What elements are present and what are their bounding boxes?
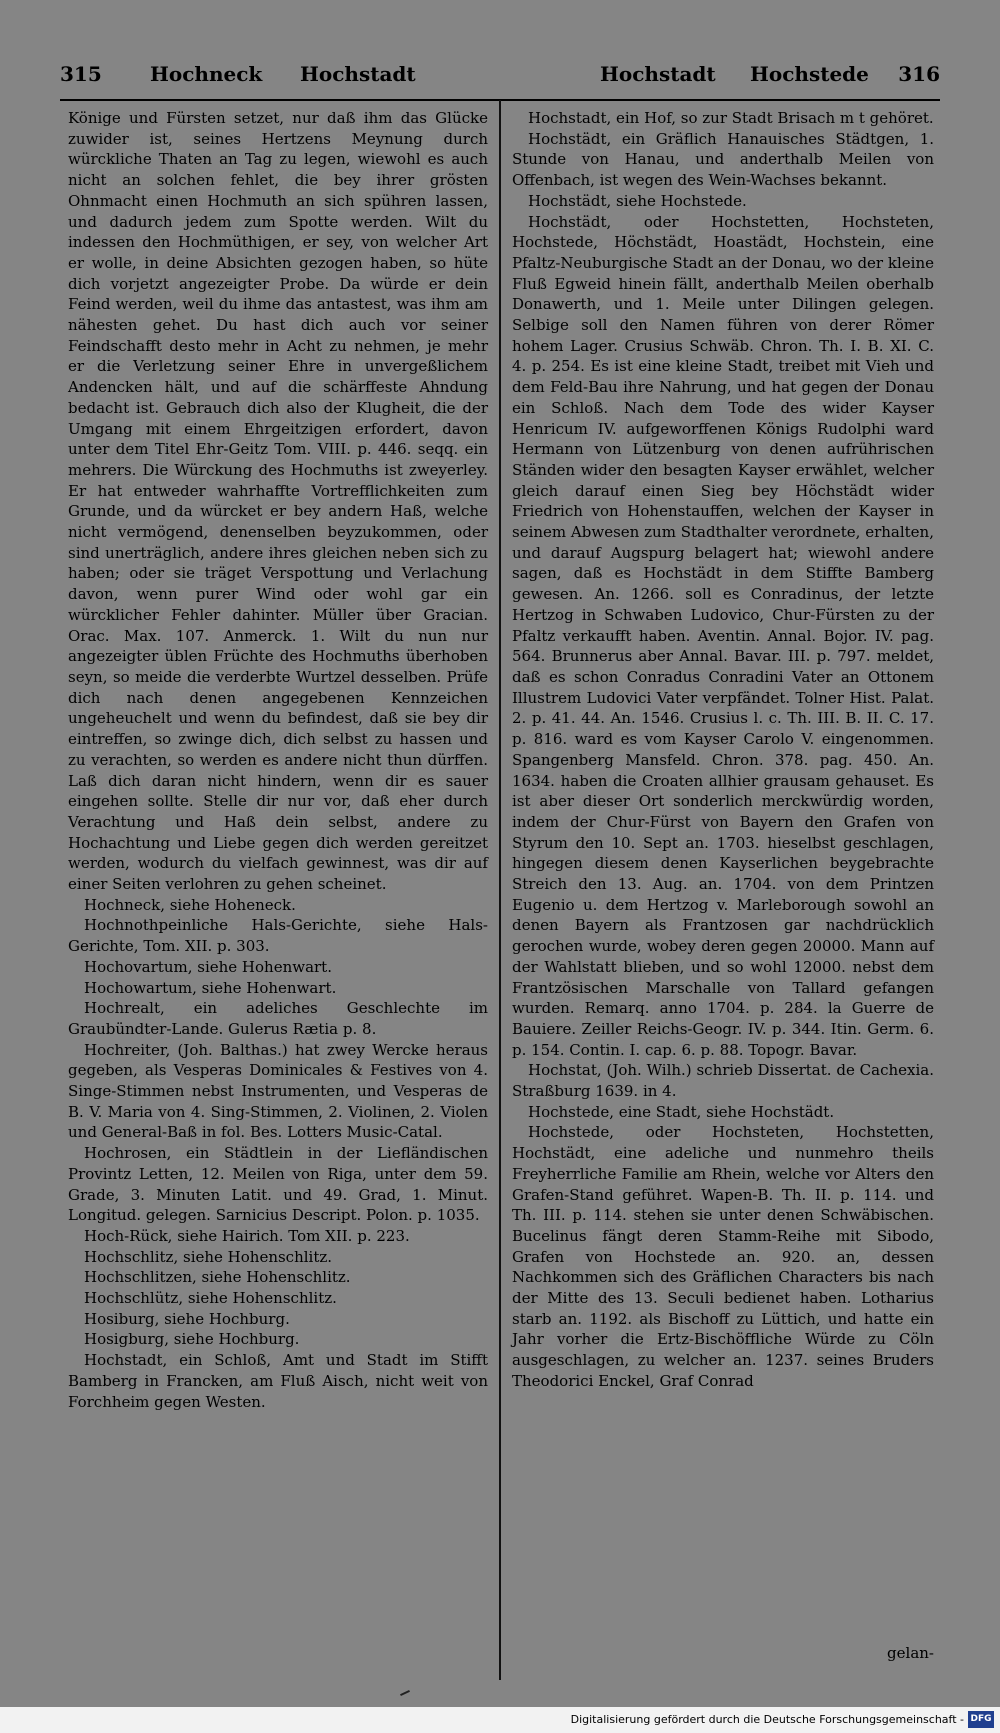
entry-paragraph: Hochstädt, ein Gräflich Hanauisches Städtgen, 1. Stunde von Hanau, und anderthalb Meilen von Offenbach, ist wegen des Wein-Wachses bekannt. (512, 129, 934, 190)
entry-paragraph: Hochstede, eine Stadt, siehe Hochstädt. (528, 1102, 835, 1121)
entry-paragraph: Hochstädt, oder Hochstetten, Hochsteten, Hochstede, Höchstädt, Hoastädt, Hochstein, eine Pfaltz-Neuburgische Stadt an der Donau, wo der kleine Fluß Egweid hinein fällt, anderthalb Meilen oberhalb Donawerth, und 1. Meile unter Dilingen gelegen. Selbige soll den Namen führen von derer Römer hohem Lager. Crusius Schwäb. Chron. Th. I. B. XI. C. 4. p. 254. Es ist eine kleine Stadt, treibet mit Vieh und dem Feld-Bau ihre Nahrung, und hat gegen der Donau ein Schloß. Nach dem Tode des wider Kayser Henricum IV. aufgeworffenen Königs Rudolphi ward Hermann von Lützenburg von denen aufrührischen Ständen wider den besagten Kayser erwählet, welcher gleich darauf einen Sieg bey Höchstädt wider Friedrich von Hohenstauffen, welchen der Kayser in seinem Abwesen zum Stadthalter verordnete, erhalten, und darauf Augspurg belagert hat; wiewohl andere sagen, daß es Hochstädt in dem Stiffte Bamberg gewesen. An. 1266. soll es Conradinus, der letzte Hertzog in Schwaben Ludovico, Chur-Fürsten zu der Pfaltz verkaufft haben. Aventin. Annal. Bojor. IV. pag. 564. Brunnerus aber Annal. Bavar. III. p. 797. meldet, daß es schon Conradus Conradini Vater an Ottonem Illustrem Ludovici Vater verpfändet. Tolner Hist. Palat. 2. p. 41. 44. An. 1546. Crusius l. c. Th. III. B. II. C. 17. p. 816. ward es vom Kayser Carolo V. eingenommen. Spangenberg Mansfeld. Chron. 378. pag. 450. An. 1634. haben die Croaten allhier grausam gehauset. Es ist aber dieser Ort sonderlich merckwürdig worden, indem der Chur-Fürst von Bayern den Grafen von Styrum den 10. Sept an. 1703. hieselbst geschlagen, hingegen diesem denen Kayserlichen beygebrachte Streich den 13. Aug. an. 1704. von dem Printzen Eugenio u. dem Hertzog v. Marleborough sowohl an denen Bayern als Frantzosen gar nachdrücklich gerochen wurde, wobey deren gegen 20000. Mann auf der Wahlstatt blieben, und so wohl 12000. nebst dem Frantzösischen Marschalle von Tallard gefangen wurden. Remarq. anno 1704. p. 284. la Guerre de Bauiere. Zeiller Reichs-Geogr. IV. p. 344. Itin. Germ. 6. p. 154. Contin. I. cap. 6. p. 88. Topogr. Bavar. (512, 212, 934, 1059)
entry-paragraph: Hoch-Rück, siehe Hairich. Tom XII. p. 223. (84, 1226, 410, 1245)
catchword: gelan- (887, 1644, 934, 1662)
header-keyword-left-2: Hochstadt (300, 62, 416, 86)
left-column (68, 108, 488, 1412)
footer-credit: Digitalisierung gefördert durch die Deutsche Forschungsgemeinschaft - (570, 1713, 964, 1726)
header-keyword-right-2: Hochstede (750, 62, 869, 86)
digitization-footer (0, 1707, 1000, 1733)
dfg-logo-icon: DFG (968, 1711, 994, 1728)
entry-paragraph: Hochrealt, ein adeliches Geschlechte im Graubündter-Lande. Gulerus Rætia p. 8. (68, 999, 488, 1038)
header-keyword-right-1: Hochstadt (600, 62, 716, 86)
right-column (512, 108, 934, 1392)
scan-mark (400, 1690, 410, 1696)
running-header (60, 62, 940, 96)
page-number-right: 316 (898, 62, 940, 86)
entry-paragraph: Hosiburg, siehe Hochburg. (84, 1309, 290, 1328)
page-number-left: 315 (60, 62, 102, 86)
entry-paragraph: Hosigburg, siehe Hochburg. (84, 1330, 300, 1349)
header-keyword-left-1: Hochneck (150, 62, 263, 86)
entry-paragraph: Hochschlitzen, siehe Hohenschlitz. (84, 1268, 351, 1287)
entry-paragraph: Hochstadt, ein Hof, so zur Stadt Brisach m t gehöret. (528, 109, 934, 127)
entry-paragraph: Hochrosen, ein Städtlein in der Liefländischen Provintz Letten, 12. Meilen von Riga, unter dem 59. Grade, 3. Minuten Latit. und 49. Grad, 1. Minut. Longitud. gelegen. Sarnicius Descript. Polon. p. 1035. (68, 1144, 488, 1225)
entry-paragraph: Könige und Fürsten setzet, nur daß ihm das Glücke zuwider ist, seines Hertzens Meynung durch würckliche Thaten an Tag zu legen, wiewohl es auch nicht an solchen fehlet, die bey ihrer grösten Ohnmacht einen Hochmuth an sich spühren lassen, und dadurch jedem zum Spotte werden. Wilt du indessen den Hochmüthigen, er sey, von welcher Art er wolle, in deine Absichten gezogen haben, so hüte dich vorjetzt angezeigter Probe. Da würde er dein Feind werden, weil du ihme das antastest, was ihm am nähesten gehet. Du hast dich auch vor seiner Feindschafft desto mehr in Acht zu nehmen, je mehr er die Verletzung seiner Ehre in unvergeßlichem Andencken hält, und auf die schärffeste Ahndung bedacht ist. Gebrauch dich also der Klugheit, die der Umgang mit einem Ehrgeitzigen erfordert, davon unter dem Titel Ehr-Geitz Tom. VIII. p. 446. seqq. ein mehrers. Die Würckung des Hochmuths ist zweyerley. Er hat entweder wahrhaffte Vortrefflichkeiten zum Grunde, und da würcket er bey andern Haß, welche nicht vermögend, denenselben beyzukommen, oder sind unerträglich, andere ihres gleichen neben sich zu haben; oder sie träget Verspottung und Verlachung davon, wenn purer Wind oder wohl gar ein würcklicher Fehler dahinter. Müller über Gracian. Orac. Max. 107. Anmerck. 1. Wilt du nun nur angezeigter üblen Früchte des Hochmuths überhoben seyn, so meide die verderbte Wurtzel desselben. Prüfe dich nach denen angegebenen Kennzeichen ungeheuchelt und wenn du befindest, daß sie bey dir eintreffen, so zwinge dich, dich selbst zu hassen und zu verachten, so werden es andere nicht thun dürffen. Laß dich daran nicht hindern, wenn dir es sauer eingehen sollte. Stelle dir nur vor, daß eher durch Verachtung und Haß dein selbst, andere zu Hochachtung und Liebe gegen dich werden gereitzet werden, wodurch du vielfach gewinnest, was dir auf einer Seiten verlohren zu gehen scheinet. (68, 109, 488, 894)
entry-paragraph: Hochstat, (Joh. Wilh.) schrieb Dissertat. de Cachexia. Straßburg 1639. in 4. (512, 1061, 934, 1101)
entry-paragraph: Hochschlitz, siehe Hohenschlitz. (84, 1247, 333, 1266)
entry-paragraph: Hochschlütz, siehe Hohenschlitz. (84, 1289, 337, 1308)
entry-paragraph: Hochneck, siehe Hoheneck. (84, 895, 296, 914)
entry-paragraph: Hochovartum, siehe Hohenwart. (84, 957, 332, 976)
entry-paragraph: Hochstadt, ein Schloß, Amt und Stadt im Stifft Bamberg in Francken, am Fluß Aisch, nicht weit von Forchheim gegen Westen. (68, 1351, 488, 1411)
entry-paragraph: Hochstädt, siehe Hochstede. (528, 191, 747, 210)
entry-paragraph: Hochstede, oder Hochsteten, Hochstetten, Hochstädt, eine adeliche und nunmehro theils Freyherrliche Familie am Rhein, welche vor Alters den Grafen-Stand geführet. Wapen-B. Th. II. p. 114. und Th. III. p. 114. stehen sie unter denen Schwäbischen. Bucelinus fängt deren Stamm-Reihe mit Sibodo, Grafen von Hochstede an. 920. an, dessen Nachkommen sich des Gräflichen Characters bis nach der Mitte des 13. Seculi bedienet haben. Lotharius starb an. 1192. als Bischoff zu Lüttich, und hatte ein Jahr vorher die Ertz-Bischöffliche Würde zu Cöln ausgeschlagen, zu welcher an. 1237. seines Bruders Theodorici Enckel, Graf Conrad (512, 1123, 934, 1390)
column-divider (499, 100, 501, 1680)
entry-paragraph: Hochnothpeinliche Hals-Gerichte, siehe Hals-Gerichte, Tom. XII. p. 303. (68, 916, 488, 956)
entry-paragraph: Hochowartum, siehe Hohenwart. (84, 978, 337, 997)
entry-paragraph: Hochreiter, (Joh. Balthas.) hat zwey Wercke heraus gegeben, als Vesperas Dominicales & Festives von 4. Singe-Stimmen nebst Instrumenten, und Vesperas de B. V. Maria von 4. Sing-Stimmen, 2. Violinen, 2. Violen und General-Baß in fol. Bes. Lotters Music-Catal. (68, 1040, 488, 1142)
